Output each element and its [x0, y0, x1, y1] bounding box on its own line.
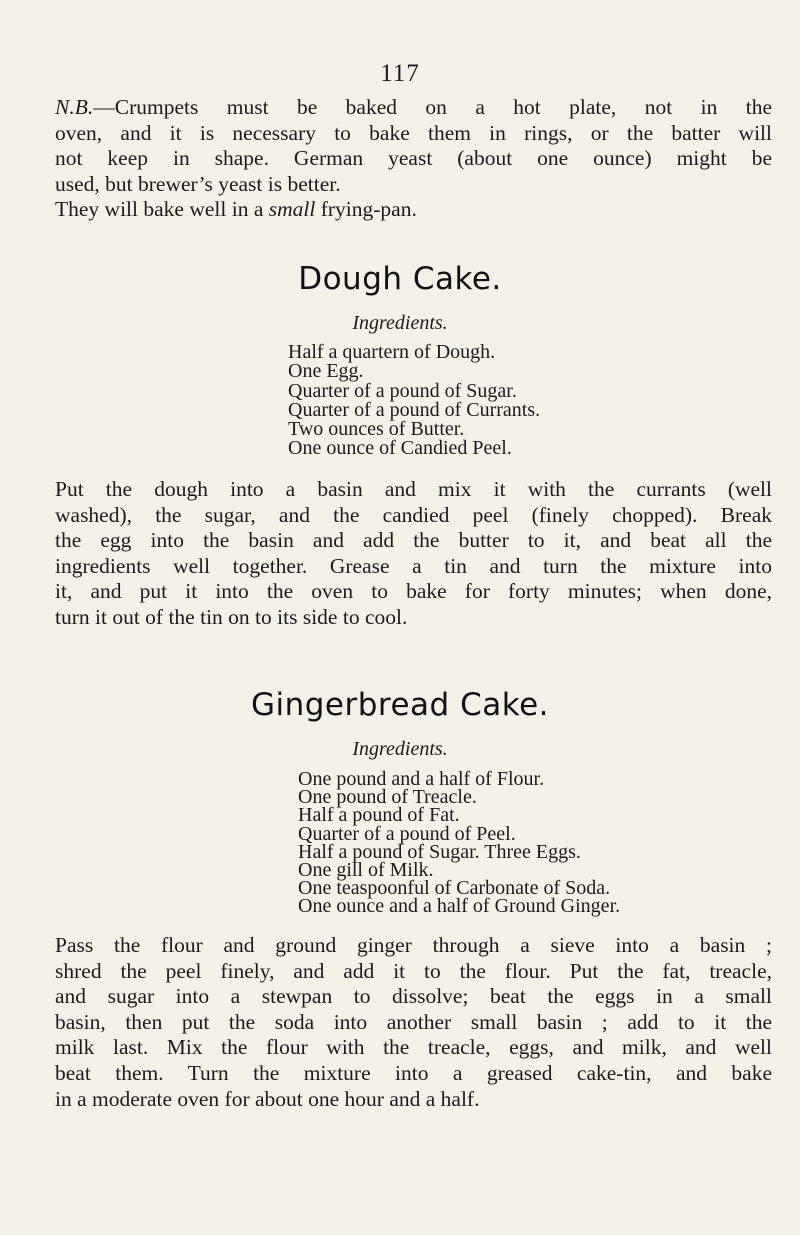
gingerbread-cake-ingredients-heading: Ingredients.: [352, 738, 448, 760]
note-last-em: small: [268, 197, 316, 222]
method-line: Pass the flour and ground ginger through a sieve into a basin ;: [55, 933, 772, 957]
method-line: washed), the sugar, and the candied peel (finely chopped). Break: [55, 502, 772, 527]
ingredient-item: One ounce of Candied Peel.: [288, 437, 512, 460]
method-line: shred the peel finely, and add it to the flour. Put the fat, treacle,: [55, 958, 772, 983]
note-line: not keep in shape. German yeast (about one ounce) might be: [55, 146, 772, 171]
dough-cake-title: Dough Cake.: [298, 261, 502, 297]
ingredient-item: One ounce and a half of Ground Ginger.: [298, 895, 621, 918]
note-line: oven, and it is necessary to bake them in rings, or the batter will: [55, 120, 772, 145]
ingredient-item: Quarter of a pound of Peel.: [298, 822, 516, 845]
note-line-text: —Crumpets must be baked on a hot plate, not in the: [93, 95, 772, 119]
method-line: basin, then put the soda into another small basin ; add to it the: [55, 1009, 772, 1034]
method-line: milk last. Mix the flour with the treacle, eggs, and milk, and well: [55, 1035, 772, 1060]
dough-cake-method: [55, 477, 772, 631]
ingredient-item: One teaspoonful of Carbonate of Soda.: [298, 877, 611, 900]
page-number: 117: [380, 60, 420, 87]
note-line: [55, 95, 772, 121]
method-line: Put the dough into a basin and mix it with the currants (well: [55, 477, 772, 501]
dough-cake-ingredients-heading: Ingredients.: [352, 312, 448, 334]
method-line: it, and put it into the oven to bake for forty minutes; when done,: [55, 579, 772, 604]
gingerbread-cake-ingredients-list: [298, 770, 620, 916]
note-line: used, but brewer’s yeast is better.: [55, 171, 341, 196]
method-line: the egg into the basin and add the butter to it, and beat all the: [55, 528, 772, 553]
gingerbread-cake-method: [55, 933, 772, 1112]
note-line: [55, 197, 772, 223]
ingredient-item: Half a quartern of Dough.: [288, 341, 496, 363]
note-last-post: frying-pan.: [315, 197, 417, 222]
method-line: beat them. Turn the mixture into a greased cake-tin, and bake: [55, 1060, 772, 1085]
ingredient-item: One Egg.: [288, 360, 364, 383]
ingredient-item: Quarter of a pound of Sugar.: [288, 379, 517, 402]
ingredient-item: One pound of Treacle.: [298, 786, 477, 809]
ingredient-item: One pound and a half of Flour.: [298, 768, 545, 790]
crumpets-note: [55, 95, 772, 223]
dough-cake-ingredients-list: [288, 343, 540, 459]
gingerbread-cake-title: Gingerbread Cake.: [250, 687, 550, 723]
ingredient-item: Half a pound of Fat.: [298, 804, 460, 827]
ingredient-item: One gill of Milk.: [298, 859, 434, 882]
ingredient-item: Quarter of a pound of Currants.: [288, 398, 541, 421]
note-last-pre: They will bake well in a: [55, 197, 269, 222]
ingredient-item: Half a pound of Sugar. Three Eggs.: [298, 840, 581, 863]
note-abbrev: N.B.: [55, 95, 94, 119]
method-line: ingredients well together. Grease a tin and turn the mixture into: [55, 553, 772, 578]
method-line: and sugar into a stewpan to dissolve; beat the eggs in a small: [55, 984, 772, 1009]
method-line: turn it out of the tin on to its side to cool.: [55, 604, 408, 629]
method-line: in a moderate oven for about one hour and a half.: [55, 1086, 480, 1111]
ingredient-item: Two ounces of Butter.: [288, 418, 465, 441]
